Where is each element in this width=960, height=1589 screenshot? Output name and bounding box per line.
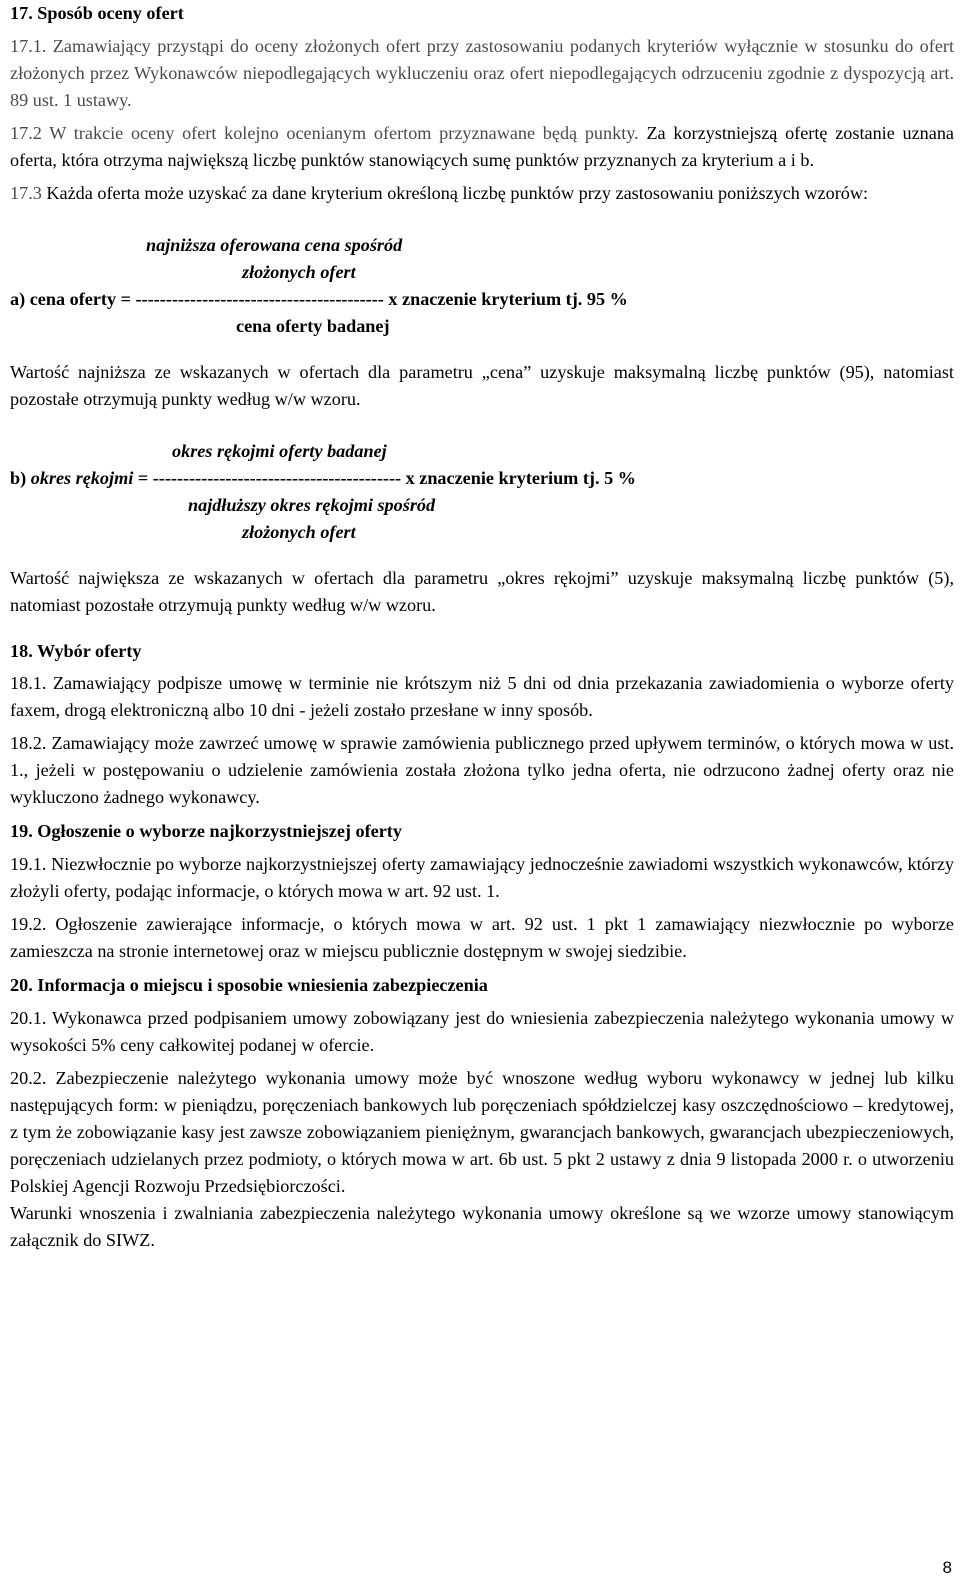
section-18-heading: 18. Wybór oferty — [10, 641, 142, 661]
section-17-heading: 17. Sposób oceny ofert — [10, 3, 184, 23]
formula-b-description: Wartość największa ze wskazanych w ofertach dla parametru „okres rękojmi” uzyskuje maksymalną liczbę punktów (5), natomiast pozostałe otrzymują punkty według w/w wzoru. — [10, 568, 954, 615]
paragraph-17-2-lead: 17.2 W trakcie oceny ofert kolejno ocenianym ofertom przyznawane będą punkty. — [10, 123, 639, 143]
formula-b — [10, 438, 954, 546]
document-page — [10, 0, 954, 1254]
formula-b-denominator-line-2: złożonych ofert — [242, 522, 356, 542]
section-20-heading: 20. Informacja o miejscu i sposobie wniesienia zabezpieczenia — [10, 975, 488, 995]
formula-a — [10, 232, 954, 340]
formula-b-prefix: b) — [10, 468, 31, 488]
page-number: 8 — [942, 1558, 952, 1577]
section-19-heading: 19. Ogłoszenie o wyborze najkorzystniejszej oferty — [10, 821, 402, 841]
paragraph-20-2: 20.2. Zabezpieczenie należytego wykonania umowy może być wnoszone według wyboru wykonawcy w jednej lub kilku następujących form: w pieniądzu, poręczeniach bankowych lub poręczeniach spółdzielczej kasy oszczędnościowo – kredytowej, z tym że zobowiązanie kasy jest zawsze zobowiązaniem pieniężnym, gwarancjach bankowych, gwarancjach ubezpieczeniowych, poręczeniach udzielanych przez podmioty, o których mowa w art. 6b ust. 5 pkt 2 ustawy z dnia 9 listopada 2000 r. o utworzeniu Polskiej Agencji Rozwoju Przedsiębiorczości. — [10, 1068, 954, 1196]
formula-a-denominator: cena oferty badanej — [236, 316, 390, 336]
paragraph-20-1: 20.1. Wykonawca przed podpisaniem umowy zobowiązany jest do wniesienia zabezpieczenia należytego wykonania umowy w wysokości 5% ceny całkowitej podanej w ofercie. — [10, 1008, 954, 1055]
paragraph-17-2-rest: Za korzystniejszą ofertę zostanie uznana oferta, która otrzyma największą liczbę punktów stanowiących sumę punktów przyznanych za kryterium a i b. — [10, 123, 954, 170]
paragraph-19-1: 19.1. Niezwłocznie po wyborze najkorzystniejszej oferty zamawiający jednocześnie zawiadomi wszystkich wykonawców, którzy złożyli oferty, podając informacje, o których mowa w art. 92 ust. 1. — [10, 854, 954, 901]
paragraph-17-3-number: 17.3 — [10, 183, 42, 203]
formula-a-numerator-line-2: złożonych ofert — [242, 262, 356, 282]
formula-b-line — [10, 465, 954, 492]
paragraph-18-2: 18.2. Zamawiający może zawrzeć umowę w sprawie zamówienia publicznego przed upływem terminów, o których mowa w ust. 1., jeżeli w postępowaniu o udzielenie zamówienia została złożona tylko jedna oferta, nie odrzucono żadnej oferty oraz nie wykluczono żadnego wykonawcy. — [10, 733, 954, 807]
paragraph-17-3 — [10, 180, 954, 207]
formula-b-rest: = ----------------------------------------- x znaczenie kryterium tj. 5 % — [133, 468, 636, 488]
paragraph-17-1: 17.1. Zamawiający przystąpi do oceny złożonych ofert przy zastosowaniu podanych kryteriów wyłącznie w stosunku do ofert złożonych przez Wykonawców niepodlegających wykluczeniu oraz ofert niepodlegających odrzuceniu zgodnie z dyspozycją art. 89 ust. 1 ustawy. — [10, 36, 954, 110]
paragraph-17-3-rest: Każda oferta może uzyskać za dane kryterium określoną liczbę punktów przy zastosowaniu poniższych wzorów: — [41, 183, 869, 203]
paragraph-18-1: 18.1. Zamawiający podpisze umowę w terminie nie krótszym niż 5 dni od dnia przekazania zawiadomienia o wyborze oferty faxem, drogą elektroniczną albo 10 dni - jeżeli zostało przesłane w inny sposób. — [10, 673, 954, 720]
formula-a-numerator-line-1: najniższa oferowana cena spośród — [146, 235, 403, 255]
formula-b-denominator-line-1: najdłuższy okres rękojmi spośród — [188, 495, 436, 515]
formula-b-numerator: okres rękojmi oferty badanej — [172, 441, 387, 461]
paragraph-20-3: Warunki wnoszenia i zwalniania zabezpieczenia należytego wykonania umowy określone są we wzorze umowy stanowiącym załącznik do SIWZ. — [10, 1203, 954, 1250]
formula-a-description: Wartość najniższa ze wskazanych w ofertach dla parametru „cena” uzyskuje maksymalną liczbę punktów (95), natomiast pozostałe otrzymują punkty według w/w wzoru. — [10, 362, 954, 409]
paragraph-19-2: 19.2. Ogłoszenie zawierające informacje, o których mowa w art. 92 ust. 1 pkt 1 zamawiający niezwłocznie po wyborze zamieszcza na stronie internetowej oraz w miejscu publicznie dostępnym w swojej siedzibie. — [10, 914, 954, 961]
formula-b-label: okres rękojmi — [30, 468, 134, 488]
paragraph-17-2 — [10, 120, 954, 174]
formula-a-line: a) cena oferty = ----------------------------------------- x znaczenie kryterium tj. 95 % — [10, 289, 628, 309]
